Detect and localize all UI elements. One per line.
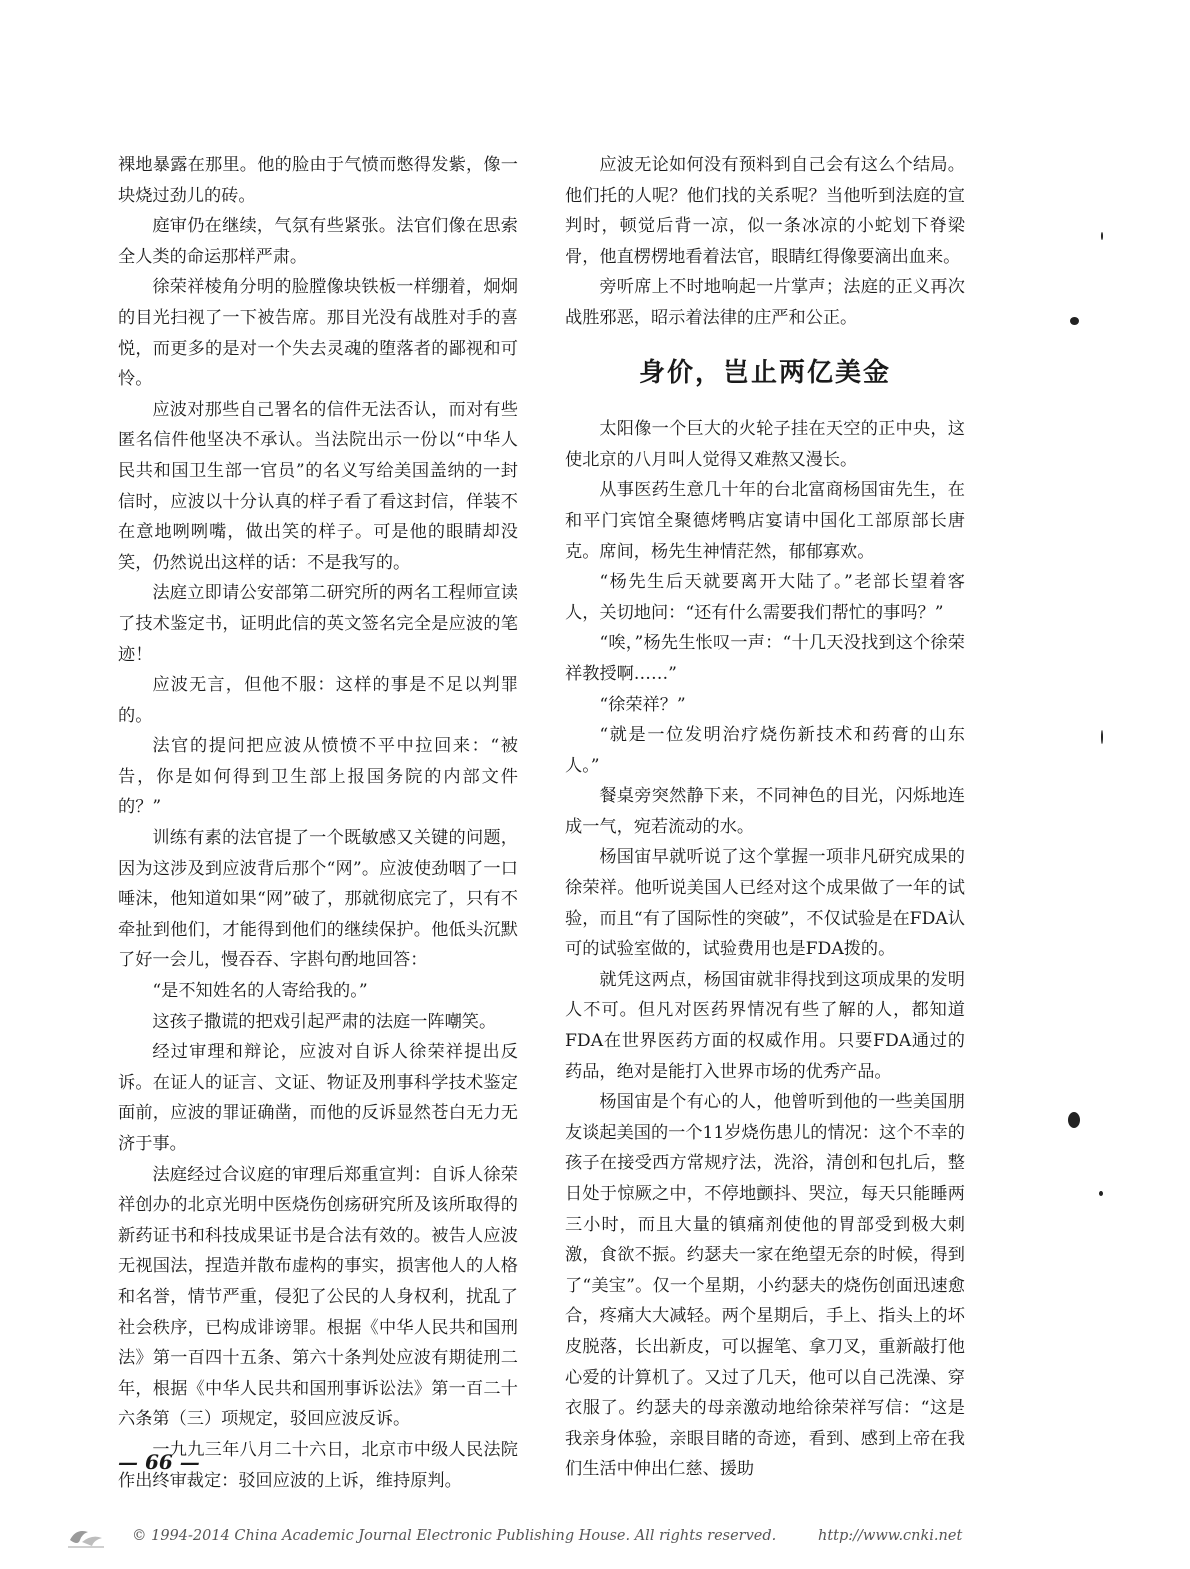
- paragraph: “是不知姓名的人寄给我的。”: [152, 981, 368, 1002]
- paragraph: “就是一位发明治疗烧伤新技术和药膏的山东人。”: [565, 725, 965, 776]
- footer: [0, 1520, 1190, 1560]
- paragraph: 训练有素的法官提了一个既敏感又关键的问题，因为这涉及到应波背后那个“网”。应波使劲咽了一口唾沫，他知道如果“网”破了，那就彻底完了，只有不牵扯到他们，才能得到他们的继续保护。他低头沉默了好一会儿，慢吞吞、字斟句酌地回答：: [118, 828, 518, 971]
- paragraph: 就凭这两点，杨国宙就非得找到这项成果的发明人不可。但凡对医药界情况有些了解的人，都知道FDA在世界医药方面的权威作用。只要FDA通过的药品，绝对是能打入世界市场的优秀产品。: [565, 969, 965, 1082]
- paragraph: 徐荣祥棱角分明的脸膛像块铁板一样绷着，炯炯的目光扫视了一下被告席。那目光没有战胜对手的喜悦，而更多的是对一个失去灵魂的堕落者的鄙视和可怜。: [118, 277, 518, 390]
- paragraph: 应波无言，但他不服：这样的事是不足以判罪的。: [118, 675, 518, 726]
- footer-copyright: © 1994-2014 China Academic Journal Electronic Publishing House. All rights reserved.: [132, 1528, 777, 1544]
- page-number: — 66 —: [118, 1450, 200, 1474]
- paragraph: 法庭经过合议庭的审理后郑重宣判：自诉人徐荣祥创办的北京光明中医烧伤创疡研究所及该所取得的新药证书和科技成果证书是合法有效的。被告人应波无视国法，捏造并散布虚构的事实，损害他人的人格和名誉，情节严重，侵犯了公民的人身权利，扰乱了社会秩序，已构成诽谤罪。根据《中华人民共和国刑法》第一百四十五条、第六十条判处应波有期徒刑二年，根据《中华人民共和国刑事诉讼法》第一百二十六条第（三）项规定，驳回应波反诉。: [118, 1164, 518, 1430]
- scan-speck: [1070, 317, 1079, 325]
- scan-speck: [1101, 232, 1103, 240]
- paragraph: 太阳像一个巨大的火轮子挂在天空的正中央，这使北京的八月叫人觉得又难熬又漫长。: [565, 419, 965, 470]
- paragraph: 杨国宙是个有心的人，他曾听到他的一些美国朋友谈起美国的一个11岁烧伤患儿的情况：这个不幸的孩子在接受西方常规疗法，洗浴，清创和包扎后，整日处于惊厥之中，不停地颤抖、哭泣，每天只能睡两三小时，而且大量的镇痛剂使他的胃部受到极大刺激，食欲不振。约瑟夫一家在绝望无奈的时候，得到了“美宝”。仅一个星期，小约瑟夫的烧伤创面迅速愈合，疼痛大大减轻。两个星期后，手上、指头上的坏皮脱落，长出新皮，可以握笔、拿刀叉，重新敲打他心爱的计算机了。又过了几天，他可以自己洗澡、穿衣服了。约瑟夫的母亲激动地给徐荣祥写信：“这是我亲身体验，亲眼目睹的奇迹，看到、感到上帝在我们生活中伸出仁慈、援助: [565, 1092, 965, 1480]
- paragraph: 法庭立即请公安部第二研究所的两名工程师宣读了技术鉴定书，证明此信的英文签名完全是应波的笔迹！: [118, 583, 518, 665]
- scan-speck: [1101, 730, 1103, 744]
- right-column-top: [565, 150, 965, 334]
- paragraph: 旁听席上不时地响起一片掌声；法庭的正义再次战胜邪恶，昭示着法律的庄严和公正。: [565, 277, 965, 328]
- paragraph: 经过审理和辩论，应波对自诉人徐荣祥提出反诉。在证人的证言、文证、物证及刑事科学技术鉴定面前，应波的罪证确凿，而他的反诉显然苍白无力无济于事。: [118, 1042, 518, 1154]
- footer-url[interactable]: http://www.cnki.net: [818, 1528, 963, 1544]
- cnki-logo-icon: [62, 1522, 110, 1552]
- paragraph: 餐桌旁突然静下来，不同神色的目光，闪烁地连成一气，宛若流动的水。: [565, 786, 965, 837]
- paragraph: 裸地暴露在那里。他的脸由于气愤而憋得发紫，像一块烧过劲儿的砖。: [118, 155, 518, 206]
- paragraph: 庭审仍在继续，气氛有些紧张。法官们像在思索全人类的命运那样严肃。: [118, 216, 518, 267]
- right-column: [565, 150, 965, 1485]
- left-column: [118, 150, 518, 1496]
- paragraph: 应波无论如何没有预料到自己会有这么个结局。他们托的人呢？他们找的关系呢？当他听到法庭的宣判时，顿觉后背一凉，似一条冰凉的小蛇划下脊梁骨，他直楞楞地看着法官，眼睛红得像要滴出血来。: [565, 155, 965, 267]
- right-column-bottom: [565, 414, 965, 1485]
- scan-speck: [1068, 1112, 1080, 1128]
- paragraph: “杨先生后天就要离开大陆了。”老部长望着客人，关切地问：“还有什么需要我们帮忙的事吗？”: [565, 572, 965, 623]
- paragraph: 一九九三年八月二十六日，北京市中级人民法院作出终审裁定：驳回应波的上诉，维持原判。: [118, 1439, 518, 1491]
- paragraph: 杨国宙早就听说了这个掌握一项非凡研究成果的徐荣祥。他听说美国人已经对这个成果做了一年的试验，而且“有了国际性的突破”，不仅试验是在FDA认可的试验室做的，试验费用也是FDA拨的。: [565, 847, 965, 960]
- scan-speck: [1099, 1191, 1103, 1196]
- section-heading: 身价，岂止两亿美金: [638, 357, 891, 388]
- paragraph: 这孩子撒谎的把戏引起严肃的法庭一阵嘲笑。: [152, 1011, 497, 1032]
- paragraph: “徐荣祥？”: [599, 694, 686, 715]
- paragraph: 从事医药生意几十年的台北富商杨国宙先生，在和平门宾馆全聚德烤鸭店宴请中国化工部原部长唐克。席间，杨先生神情茫然，郁郁寡欢。: [565, 480, 965, 562]
- paragraph: 法官的提问把应波从愤愤不平中拉回来：“被告，你是如何得到卫生部上报国务院的内部文件的？”: [118, 736, 518, 818]
- paragraph: “唉，”杨先生怅叹一声：“十几天没找到这个徐荣祥教授啊……”: [565, 633, 965, 684]
- paragraph: 应波对那些自己署名的信件无法否认，而对有些匿名信件他坚决不承认。当法院出示一份以“中华人民共和国卫生部一官员”的名义写给美国盖纳的一封信时，应波以十分认真的样子看了看这封信，佯装不在意地咧咧嘴，做出笑的样子。可是他的眼睛却没笑，仍然说出这样的话：不是我写的。: [118, 399, 518, 573]
